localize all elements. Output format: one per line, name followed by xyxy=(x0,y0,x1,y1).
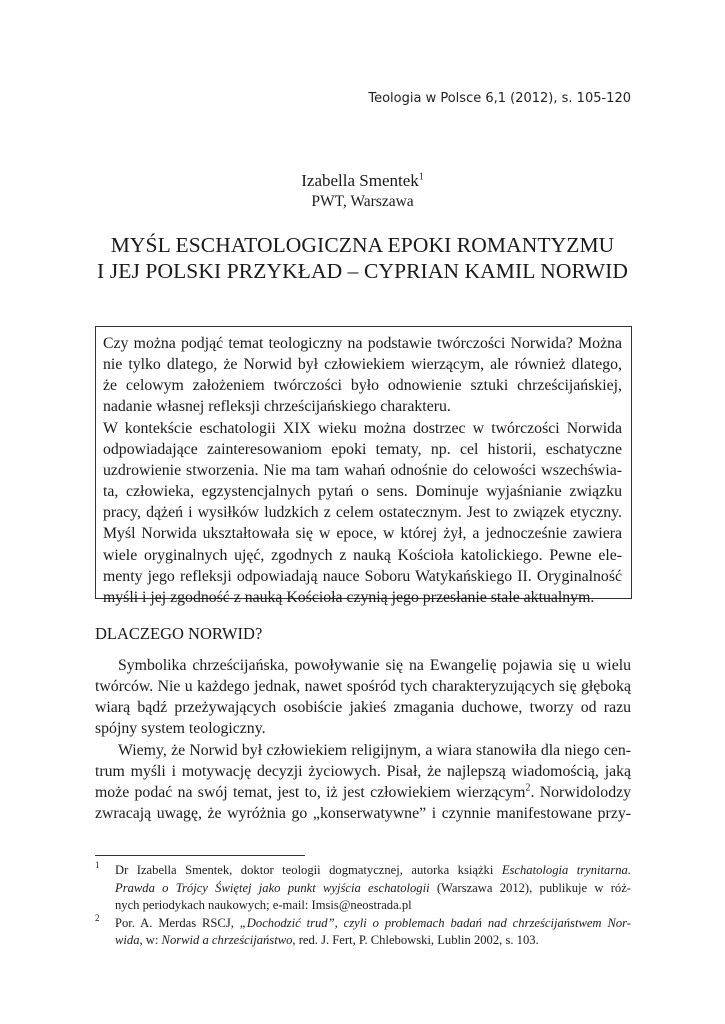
affiliation: PWT, Warszawa xyxy=(311,193,414,210)
author-text: Izabella Smentek xyxy=(301,171,419,190)
footnote-text: Prawda o Trójcy Świętej jako punkt wyjścia eschatologii xyxy=(115,880,430,895)
abstract-line: myśli i jej zgodność z nauką Kościoła czynią jego przesłanie stale aktualnym. xyxy=(103,588,595,606)
footnote-line xyxy=(115,897,631,913)
footnote-ref: 2 xyxy=(525,782,531,794)
footnote-text: Por. A. Merdas RSCJ, xyxy=(115,915,240,930)
author-name xyxy=(0,171,725,191)
footnote-text: nych periodykach naukowych; e-mail: Imsis@neostrada.pl xyxy=(115,898,412,913)
footnote-number: 2 xyxy=(95,912,100,923)
footnote-line xyxy=(115,915,631,931)
abstract-line: W kontekście eschatologii XIX wieku można dostrzec w twórczości Norwida xyxy=(103,419,622,437)
abstract-line: Czy można podjąć temat teologiczny na podstawie twórczości Norwida? Można xyxy=(103,335,622,352)
abstract-line: menty jego refleksji odpowiadają nauce Soboru Watykańskiego II. Oryginalność xyxy=(103,567,622,585)
running-header: Teologia w Polsce 6,1 (2012), s. 105-120 xyxy=(368,91,631,106)
footnote-line xyxy=(115,880,631,896)
body-text-segment: . Norwidolodzy xyxy=(530,784,631,801)
footnote-line xyxy=(115,932,631,948)
footnote-text: Dr Izabella Smentek, doktor teologii dogmatycznej, autorka książki xyxy=(115,863,502,877)
body-line: Symbolika chrześcijańska, powoływanie się na Ewangelię pojawia się u wielu xyxy=(118,657,631,674)
abstract-line: nie tylko dlatego, że Norwid był człowiekiem wierzącym, ale również dlatego, xyxy=(103,356,622,374)
body-line: trum myśli i motywację decyzji życiowych. Pisał, że najlepszą wiadomością, jaką xyxy=(95,763,631,780)
article-title-line: MYŚL ESCHATOLOGICZNA EPOKI ROMANTYZMU xyxy=(110,233,615,257)
body-text-segment: może podać na swój temat, jest to, iż jest człowiekiem wierzącym xyxy=(95,784,526,801)
body-line: wiarą bądź przeżywających osobiście jakieś zmagania duchowe, tworzy od razu xyxy=(95,699,631,716)
body-line: spójny system teologiczny. xyxy=(95,720,266,737)
abstract-line: że celowym założeniem twórczości było odnowienie sztuki chrześcijańskiej, xyxy=(103,377,622,395)
footnote-text: „Dochodzić trud”, czyli o problemach badań nad chrześcijaństwem Nor- xyxy=(239,915,631,930)
abstract-line: pracy, dążeń i wysiłków ludzkich z celem ostatecznym. Jest to związek etyczny. xyxy=(103,504,622,522)
footnote-line xyxy=(115,862,631,878)
body-line xyxy=(95,783,631,803)
section-heading: DLACZEGO NORWID? xyxy=(95,624,263,643)
abstract-line: uzdrowienie stworzenia. Nie ma tam wahań odnośnie do celowości wszechświa- xyxy=(103,461,622,479)
footnote-text: wida xyxy=(115,933,140,948)
footnote-text: Eschatologia trynitarna. xyxy=(501,863,631,877)
footnote-rule xyxy=(95,855,305,856)
abstract-line: Myśl Norwida ukształtowała się w epoce, w której żył, a jednocześnie zawiera xyxy=(103,525,622,543)
footnote-text: Norwid a chrześcijaństwo xyxy=(161,933,293,948)
body-line: Wiemy, że Norwid był człowiekiem religijnym, a wiara stanowiła dla niego cen- xyxy=(118,742,631,759)
abstract-line: wiele oryginalnych ujęć, zgodnych z nauką Kościoła katolickiego. Pewne ele- xyxy=(103,546,622,564)
body-line: twórców. Nie u każdego jednak, nawet spośród tych charakteryzujących się głęboką xyxy=(95,678,631,695)
abstract-line: odpowiadające zainteresowaniom epoki tematy, np. cel historii, eschatyczne xyxy=(103,440,622,458)
footnote-number: 1 xyxy=(95,860,100,870)
body-line: zwracają uwagę, że wyróżnia go „konserwatywne” i czynnie manifestowane przy- xyxy=(95,805,631,822)
abstract-line: nadanie własnej refleksji chrześcijańskiego charakteru. xyxy=(103,398,451,416)
footnote-text: , w: xyxy=(139,933,162,948)
footnote-text: , red. J. Fert, P. Chlebowski, Lublin 2002, s. 103. xyxy=(292,933,539,948)
article-title-line: I JEJ POLSKI PRZYKŁAD – CYPRIAN KAMIL NORWID xyxy=(97,259,628,283)
footnote-text: (Warszawa 2012), publikuje w róż- xyxy=(429,880,631,895)
footnote-ref: 1 xyxy=(418,171,424,183)
abstract-line: ta, człowieka, egzystencjalnych pytań o sens. Dominuje wyjaśnianie związku xyxy=(103,483,622,501)
